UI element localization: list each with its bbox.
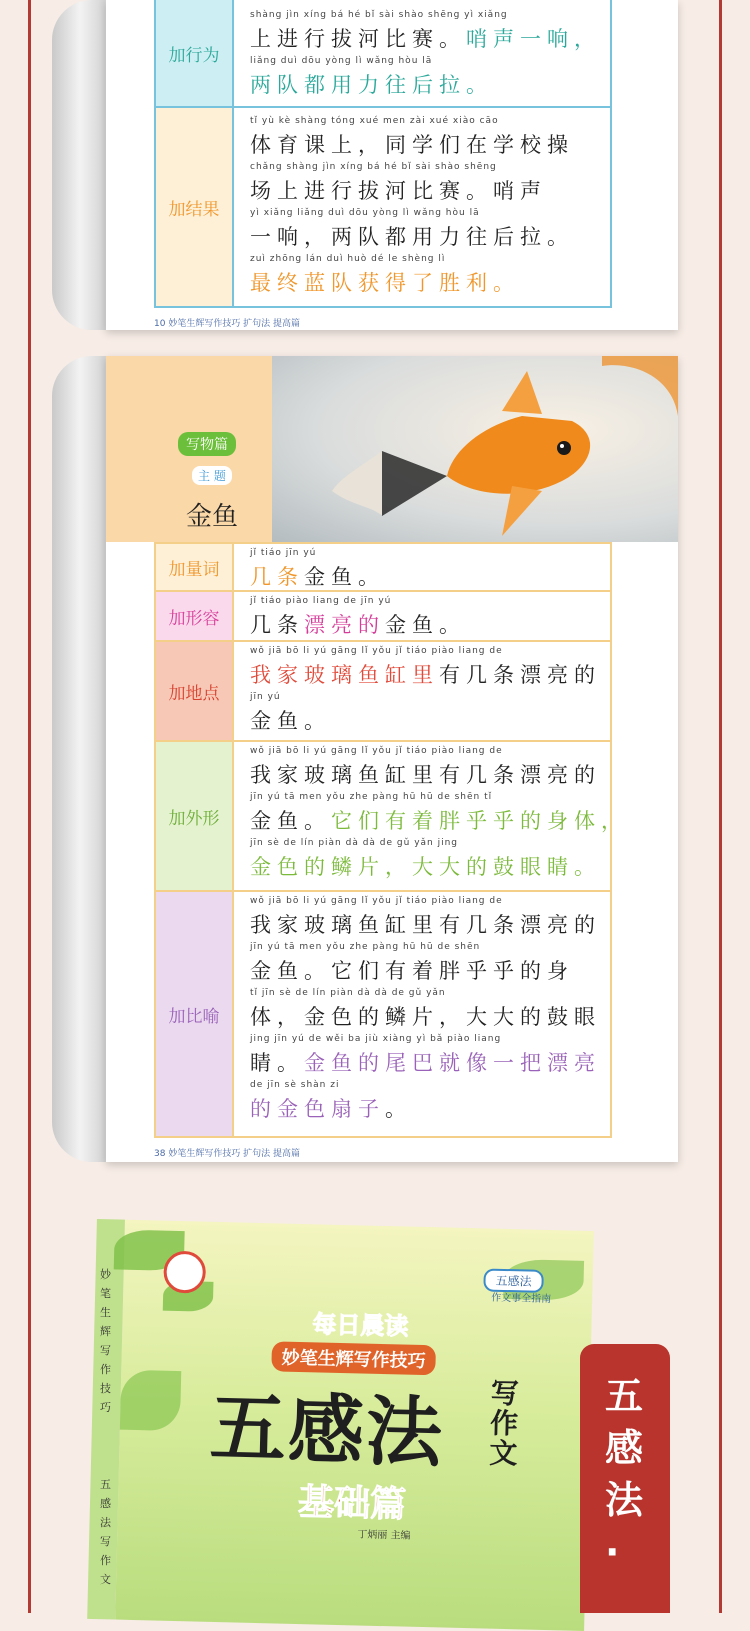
row-add-measure-word: 加量词 jǐ tiáo jīn yú 几条金鱼。 <box>156 544 610 592</box>
side-tag: 五感法· <box>580 1344 670 1613</box>
text-line: wǒ jiā bō li yú gāng lǐ yǒu jǐ tiáo piào liang de 我家玻璃鱼缸里有几条漂亮的 <box>250 896 601 937</box>
page-footer: 10 妙笔生辉写作技巧 扩句法 提高篇 <box>154 319 301 329</box>
leaf-decoration <box>120 1370 181 1431</box>
category-tag: 写物篇 <box>178 432 236 456</box>
text-line: shàng jìn xíng bá hé bǐ sài shào shēng yì xiǎng 上进行拔河比赛。哨声一响， <box>250 10 601 51</box>
text-line: wǒ jiā bō li yú gāng lǐ yǒu jǐ tiáo piào liang de 我家玻璃鱼缸里有几条漂亮的 <box>250 746 601 787</box>
row-label: 加结果 <box>156 108 234 306</box>
main-title-side: 写作文 <box>488 1376 520 1471</box>
text-line: jǐ tiáo jīn yú 几条金鱼。 <box>250 548 385 589</box>
text-line: tǐ jīn sè de lín piàn dà dà de gǔ yǎn 体，金色的鳞片，大大的鼓眼 <box>250 988 601 1029</box>
text-line: de jīn sè shàn zi 的金色扇子。 <box>250 1080 412 1121</box>
level-title: 基础篇 <box>297 1481 407 1526</box>
expansion-table-2 <box>154 542 628 1138</box>
row-add-result <box>156 108 610 306</box>
series-badge: 五感法 <box>483 1268 544 1292</box>
text-line: chǎng shàng jìn xíng bá hé bǐ sài shào shēng 场上进行拔河比赛。哨声 <box>250 162 547 203</box>
row-add-action <box>156 0 610 108</box>
text-line: jǐ tiáo piào liang de jīn yú 几条漂亮的金鱼。 <box>250 596 466 637</box>
row-add-adjective: 加形容 jǐ tiáo piào liang de jīn yú 几条漂亮的金鱼。 <box>156 592 610 642</box>
row-add-place: 加地点 wǒ jiā bō li yú gāng lǐ yǒu jǐ tiáo piào liang de 我家玻璃鱼缸里有几条漂亮的 jīn yú 金鱼。 <box>156 642 610 742</box>
book-cover <box>87 1219 594 1631</box>
row-add-metaphor: 加比喻 wǒ jiā bō li yú gāng lǐ yǒu jǐ tiáo piào liang de 我家玻璃鱼缸里有几条漂亮的 jīn yú tā men yǒu zhe pàng hū hū de shēn 金鱼。它们有着胖乎乎的身 tǐ jīn sè de lín piàn dà dà de gǔ yǎn 体，金色的鳞片，大大的鼓眼 jing jīn yú de wěi ba jiù xiàng yì bǎ piào liang 睛。金鱼的尾巴就像一把漂亮 de jīn sè shàn zi 的金色扇子。 <box>156 892 610 1136</box>
main-title: 五感法 <box>208 1382 445 1478</box>
text-line: jīn yú 金鱼。 <box>250 692 331 733</box>
cover-spine-text-2: 五感法写作文 <box>100 1478 111 1586</box>
row-text <box>234 108 610 306</box>
text-line: liǎng duì dōu yòng lì wǎng hòu lā 两队都用力往后拉。 <box>250 56 493 97</box>
text-line: jing jīn yú de wěi ba jiù xiàng yì bǎ piào liang 睛。金鱼的尾巴就像一把漂亮 <box>250 1034 601 1075</box>
text-line: jīn sè de lín piàn dà dà de gǔ yǎn jing 金色的鳞片，大大的鼓眼睛。 <box>250 838 601 879</box>
theme-label: 主 题 <box>192 466 232 485</box>
editor-credit: 丁炳丽 主编 <box>357 1529 411 1542</box>
expansion-table-1 <box>154 0 612 308</box>
cover-spine-text: 妙笔生辉写作技巧 <box>100 1268 111 1414</box>
text-line: tǐ yù kè shàng tóng xué men zài xué xiào cāo 体育课上，同学们在学校操 <box>250 116 574 157</box>
row-add-appearance: 加外形 wǒ jiā bō li yú gāng lǐ yǒu jǐ tiáo piào liang de 我家玻璃鱼缸里有几条漂亮的 jīn yú tā men yǒu zhe pàng hū hū de shēn tǐ 金鱼。它们有着胖乎乎的身体， jīn sè de lín piàn dà dà de gǔ yǎn jing 金色的鳞片，大大的鼓眼睛。 <box>156 742 610 892</box>
text-line: jīn yú tā men yǒu zhe pàng hū hū de shēn tǐ 金鱼。它们有着胖乎乎的身体， <box>250 792 628 833</box>
frame-left-border <box>28 0 31 1613</box>
row-text <box>234 0 610 106</box>
series-title: 妙笔生辉写作技巧 <box>271 1341 436 1375</box>
page-footer: 38 妙笔生辉写作技巧 扩句法 提高篇 <box>154 1149 301 1159</box>
book-page-1 <box>106 0 678 330</box>
daily-reading-title: 每日晨读 <box>312 1310 409 1341</box>
goldfish-icon <box>272 356 678 542</box>
theme-panel <box>106 356 272 542</box>
text-line: zuì zhōng lán duì huò dé le shèng lì 最终蓝队获得了胜利。 <box>250 254 520 295</box>
theme-title: 金鱼 <box>186 502 239 532</box>
frame-right-border <box>719 0 722 1613</box>
series-badge-sub: 作文事全指南 <box>491 1292 552 1306</box>
book-page-2 <box>106 356 678 1162</box>
row-label: 加行为 <box>156 0 234 106</box>
text-line: yì xiǎng liǎng duì dōu yòng lì wǎng hòu lā 一响，两队都用力往后拉。 <box>250 208 574 249</box>
text-line: jīn yú tā men yǒu zhe pàng hū hū de shēn 金鱼。它们有着胖乎乎的身 <box>250 942 574 983</box>
text-line: wǒ jiā bō li yú gāng lǐ yǒu jǐ tiáo piào liang de 我家玻璃鱼缸里有几条漂亮的 <box>250 646 601 687</box>
goldfish-photo <box>272 356 678 542</box>
